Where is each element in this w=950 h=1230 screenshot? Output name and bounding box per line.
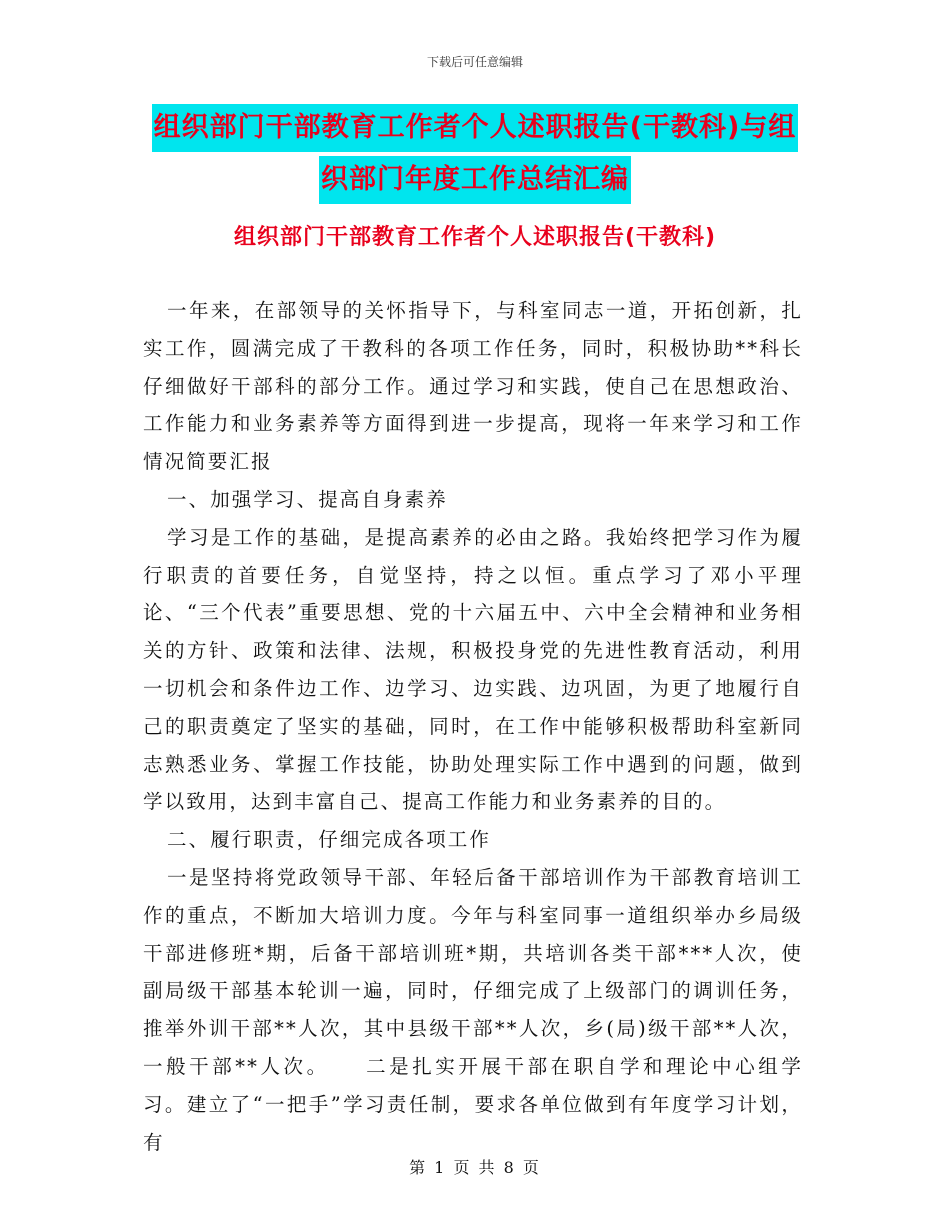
paragraph-duties: 一是坚持将党政领导干部、年轻后备干部培训作为干部教育培训工作的重点，不断加大培训力度。今年与科室同事一道组织举办乡局级干部进修班*期，后备干部培训班*期，共培训各类干部***人次，使副局级干部基本轮训一遍，同时，仔细完成了上级部门的调训任务，推举外训干部**人次，其中县级干部**人次，乡(局)级干部**人次，一般干部**人次。 二是扎实开展干部在职自学和理论中心组学习。建立了“一把手”学习责任制，要求各单位做到有年度学习计划，有 [143,865,803,1154]
heading-study: 一、加强学习、提高自身素养 [167,487,448,511]
document-title-line-2: 织部门年度工作总结汇编 [319,156,631,204]
paragraph-intro: 一年来，在部领导的关怀指导下，与科室同志一道，开拓创新，扎实工作，圆满完成了干教科的各项工作任务，同时，积极协助**科长仔细做好干部科的部分工作。通过学习和实践，使自己在思想政治、工作能力和业务素养等方面得到进一步提高，现将一年来学习和工作情况简要汇报 [143,299,803,474]
paragraph-study: 学习是工作的基础，是提高素养的必由之路。我始终把学习作为履行职责的首要任务，自觉坚持，持之以恒。重点学习了邓小平理论、“三个代表”重要思想、党的十六届五中、六中全会精神和业务相关的方针、政策和法律、法规，积极投身党的先进性教育活动，利用一切机会和条件边工作、边学习、边实践、边巩固，为更了地履行自己的职责奠定了坚实的基础，同时，在工作中能够积极帮助科室新同志熟悉业务、掌握工作技能，协助处理实际工作中遇到的问题，做到学以致用，达到丰富自己、提高工作能力和业务素养的目的。 [143,525,803,814]
document-title-line-1: 组织部门干部教育工作者个人述职报告(干教科)与组 [152,104,799,152]
section-title: 组织部门干部教育工作者个人述职报告(干教科) [233,225,717,250]
header-note: 下载后可任意编辑 [426,55,523,69]
heading-duties: 二、履行职责，仔细完成各项工作 [167,828,492,852]
page-number: 第 1 页 共 8 页 [409,1158,541,1177]
document-body [143,292,803,1161]
document-title [100,104,850,204]
